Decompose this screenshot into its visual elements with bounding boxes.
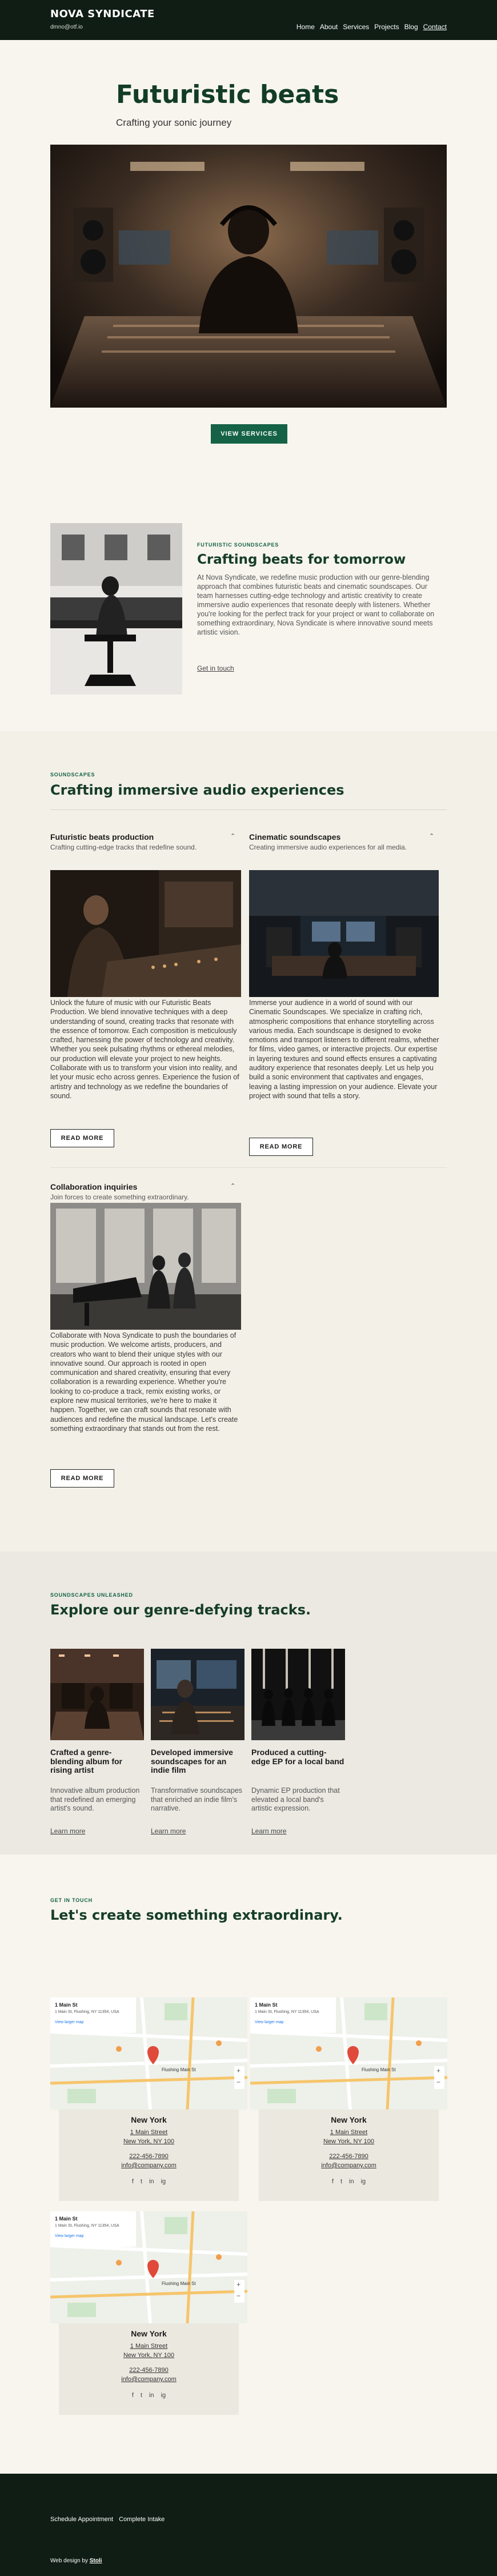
instagram-icon[interactable]: ig bbox=[161, 2178, 166, 2185]
footer-links bbox=[50, 2516, 165, 2523]
read-more-button-beats[interactable]: READ MORE bbox=[50, 1129, 114, 1147]
project-body-album: Innovative album production that redefined an emerging artist's sound. bbox=[50, 1787, 140, 1812]
zoom-in-icon[interactable]: + bbox=[237, 2067, 241, 2075]
zoom-in-icon[interactable]: + bbox=[237, 2280, 241, 2288]
brand-logo[interactable]: NOVA SYNDICATE bbox=[50, 8, 155, 20]
about-image bbox=[50, 523, 182, 695]
services-tag: SOUNDSCAPES bbox=[50, 772, 95, 777]
project-body-film: Transformative soundscapes that enriched an indie film's narrative. bbox=[151, 1787, 243, 1812]
credit-prefix: Web design by bbox=[50, 2558, 88, 2564]
hero-image bbox=[50, 145, 447, 408]
project-title-ep[interactable]: Produced a cutting-edge EP for a local band bbox=[251, 1748, 344, 1766]
view-larger-map-link[interactable]: View larger map bbox=[55, 2234, 84, 2238]
location-info bbox=[59, 2110, 239, 2201]
service-subtitle-beats: Crafting cutting-edge tracks that redefine sound. bbox=[50, 843, 197, 851]
location-city: New York bbox=[131, 2115, 167, 2124]
hero-subtitle: Crafting your sonic journey bbox=[116, 117, 232, 128]
location-citystate[interactable]: New York, NY 100 bbox=[323, 2138, 375, 2145]
location-email[interactable]: info@company.com bbox=[121, 2162, 177, 2169]
service-body-cinematic: Immerse your audience in a world of sound with our Cinematic Soundscapes. We specialize in crafting rich, atmospheric compositions that enhance storytelling across various media. Each soundscape is designed to evoke emotions and transport listeners to different realms, whether for films, video games, or interactive projects. Our expertise in layering textures and sound effects ensures a captivating auditory experience that resonates deeply. Let us help you build a sonic environment that captivates and engages, leaving a lasting impression on your audience. Elevate your project with sound that tells a story. bbox=[249, 999, 439, 1100]
projects-title: Explore our genre-defying tracks. bbox=[50, 1602, 311, 1618]
facebook-icon[interactable]: f bbox=[131, 2178, 134, 2185]
nav-home[interactable]: Home bbox=[296, 23, 315, 31]
chevron-up-icon[interactable]: ⌃ bbox=[230, 833, 236, 840]
project-image-ep[interactable] bbox=[251, 1649, 345, 1740]
service-title-cinematic[interactable]: Cinematic soundscapes bbox=[249, 832, 341, 842]
map-title: 1 Main St bbox=[255, 2002, 278, 2008]
about-title: Crafting beats for tomorrow bbox=[197, 552, 406, 567]
header-email[interactable]: dmno@otf.io bbox=[50, 24, 83, 30]
services-row-divider bbox=[50, 1167, 447, 1168]
location-street[interactable]: 1 Main Street bbox=[130, 2129, 168, 2136]
contact-tag: GET IN TOUCH bbox=[50, 1897, 93, 1903]
social-links bbox=[259, 2178, 439, 2185]
location-phone[interactable]: 222-456-7890 bbox=[129, 2367, 169, 2374]
nav-contact[interactable]: Contact bbox=[423, 23, 447, 31]
service-subtitle-cinematic: Creating immersive audio experiences for all media. bbox=[249, 843, 407, 851]
service-body-collab: Collaborate with Nova Syndicate to push the boundaries of music production. We welcome artists, producers, and creators who want to blend their unique styles with our innovative sound. Our approach is rooted in open communication and shared creativity, ensuring that every collaboration is a rewarding experience. Whether you're looking to co-produce a track, remix existing works, or explore new musical territories, we're here to make it happen. Together, we can craft sounds that resonate with audiences and redefine the musical landscape. Let's create something extraordinary that stands out from the rest. bbox=[50, 1331, 238, 1433]
zoom-in-icon[interactable]: + bbox=[436, 2067, 441, 2075]
location-phone[interactable]: 222-456-7890 bbox=[329, 2153, 368, 2160]
chevron-up-icon[interactable]: ⌃ bbox=[429, 833, 435, 840]
nav-blog[interactable]: Blog bbox=[404, 23, 418, 31]
footer-credit bbox=[50, 2558, 102, 2564]
service-image-collab bbox=[50, 1203, 241, 1330]
chevron-up-icon[interactable]: ⌃ bbox=[230, 1183, 236, 1190]
nav-services[interactable]: Services bbox=[343, 23, 370, 31]
facebook-icon[interactable]: f bbox=[331, 2178, 334, 2185]
view-services-button[interactable]: VIEW SERVICES bbox=[211, 424, 287, 444]
location-street[interactable]: 1 Main Street bbox=[130, 2343, 168, 2350]
service-title-beats[interactable]: Futuristic beats production bbox=[50, 832, 154, 842]
project-link-ep[interactable]: Learn more bbox=[251, 1827, 287, 1835]
social-links bbox=[59, 2178, 239, 2185]
social-links bbox=[59, 2392, 239, 2399]
map-address: 1 Main St, Flushing, NY 11354, USA bbox=[55, 2224, 119, 2228]
zoom-out-icon[interactable]: − bbox=[237, 2078, 241, 2086]
linkedin-icon[interactable]: in bbox=[149, 2178, 154, 2185]
twitter-icon[interactable]: t bbox=[340, 2178, 342, 2185]
location-map[interactable] bbox=[50, 2211, 247, 2323]
view-larger-map-link[interactable]: View larger map bbox=[55, 2020, 84, 2024]
nav-about[interactable]: About bbox=[319, 23, 338, 31]
project-title-film[interactable]: Developed immersive soundscapes for an indie film bbox=[151, 1748, 233, 1775]
location-phone[interactable]: 222-456-7890 bbox=[129, 2153, 169, 2160]
contact-title: Let's create something extraordinary. bbox=[50, 1907, 343, 1923]
map-place-label: Flushing Main St bbox=[162, 2281, 196, 2286]
twitter-icon[interactable]: t bbox=[140, 2178, 142, 2185]
project-link-film[interactable]: Learn more bbox=[151, 1827, 186, 1835]
main-nav bbox=[296, 23, 447, 31]
project-body-ep: Dynamic EP production that elevated a local band's artistic expression. bbox=[251, 1787, 340, 1812]
location-email[interactable]: info@company.com bbox=[321, 2162, 376, 2169]
service-title-collab[interactable]: Collaboration inquiries bbox=[50, 1182, 138, 1191]
project-image-album[interactable] bbox=[50, 1649, 144, 1740]
location-map[interactable] bbox=[250, 1997, 447, 2110]
nav-projects[interactable]: Projects bbox=[374, 23, 399, 31]
hero-title: Futuristic beats bbox=[116, 80, 339, 109]
map-address: 1 Main St, Flushing, NY 11354, USA bbox=[55, 2010, 119, 2014]
services-title: Crafting immersive audio experiences bbox=[50, 782, 344, 798]
map-place-label: Flushing Main St bbox=[362, 2067, 396, 2072]
zoom-out-icon[interactable]: − bbox=[237, 2292, 241, 2300]
linkedin-icon[interactable]: in bbox=[349, 2178, 354, 2185]
linkedin-icon[interactable]: in bbox=[149, 2392, 154, 2399]
location-street[interactable]: 1 Main Street bbox=[330, 2129, 368, 2136]
complete-intake-link[interactable]: Complete Intake bbox=[119, 2516, 165, 2523]
map-title: 1 Main St bbox=[55, 2002, 78, 2008]
location-map[interactable] bbox=[50, 1997, 247, 2110]
service-image-beats bbox=[50, 870, 241, 997]
location-email[interactable]: info@company.com bbox=[121, 2376, 177, 2383]
project-image-film[interactable] bbox=[151, 1649, 245, 1740]
instagram-icon[interactable]: ig bbox=[360, 2178, 366, 2185]
service-image-cinematic bbox=[249, 870, 439, 997]
location-citystate[interactable]: New York, NY 100 bbox=[123, 2138, 175, 2145]
location-info bbox=[259, 2110, 439, 2201]
zoom-out-icon[interactable]: − bbox=[436, 2078, 441, 2086]
service-subtitle-collab: Join forces to create something extraordinary. bbox=[50, 1193, 189, 1201]
map-title: 1 Main St bbox=[55, 2216, 78, 2222]
project-link-album[interactable]: Learn more bbox=[50, 1827, 86, 1835]
service-body-beats: Unlock the future of music with our Futuristic Beats Production. We blend innovative techniques with a deep understanding of sound, creating tracks that resonate with the essence of tomorrow. Each composition is meticulously crafted, harnessing the power of technology and creativity. Whether you seek pulsating rhythms or ethereal melodies, our production will elevate your project to new heights. Collaborate with us to transform your vision into reality, and let your music echo across genres. Experience the fusion of artistry and technology as we redefine the boundaries of sound. bbox=[50, 999, 239, 1100]
site-header bbox=[0, 0, 497, 40]
credit-link[interactable]: Stoli bbox=[89, 2558, 102, 2564]
read-more-button-collab[interactable]: READ MORE bbox=[50, 1469, 114, 1488]
map-place-label: Flushing Main St bbox=[162, 2067, 196, 2072]
location-citystate[interactable]: New York, NY 100 bbox=[123, 2352, 175, 2359]
about-tag: FUTURISTIC SOUNDSCAPES bbox=[197, 542, 279, 548]
location-city: New York bbox=[331, 2115, 367, 2124]
read-more-button-cinematic[interactable]: READ MORE bbox=[249, 1138, 313, 1156]
location-info bbox=[59, 2323, 239, 2415]
view-larger-map-link[interactable]: View larger map bbox=[255, 2020, 284, 2024]
projects-tag: SOUNDSCAPES UNLEASHED bbox=[50, 1592, 133, 1598]
twitter-icon[interactable]: t bbox=[140, 2392, 142, 2399]
schedule-appointment-link[interactable]: Schedule Appointment bbox=[50, 2516, 114, 2523]
project-title-album[interactable]: Crafted a genre-blending album for rising artist bbox=[50, 1748, 122, 1775]
about-body: At Nova Syndicate, we redefine music production with our genre-blending approach that combines futuristic beats and cinematic soundscapes. Our team harnesses cutting-edge technology and artistic creativity to create immersive audio experiences that resonate deeply with listeners. Whether you're looking for the perfect track for your project or want to collaborate on something extraordinary, Nova Syndicate is where innovative sound meets artistic vision. bbox=[197, 573, 435, 636]
get-in-touch-link[interactable]: Get in touch bbox=[197, 664, 234, 672]
instagram-icon[interactable]: ig bbox=[161, 2392, 166, 2399]
map-address: 1 Main St, Flushing, NY 11354, USA bbox=[255, 2010, 319, 2014]
location-city: New York bbox=[131, 2329, 167, 2338]
facebook-icon[interactable]: f bbox=[131, 2392, 134, 2399]
